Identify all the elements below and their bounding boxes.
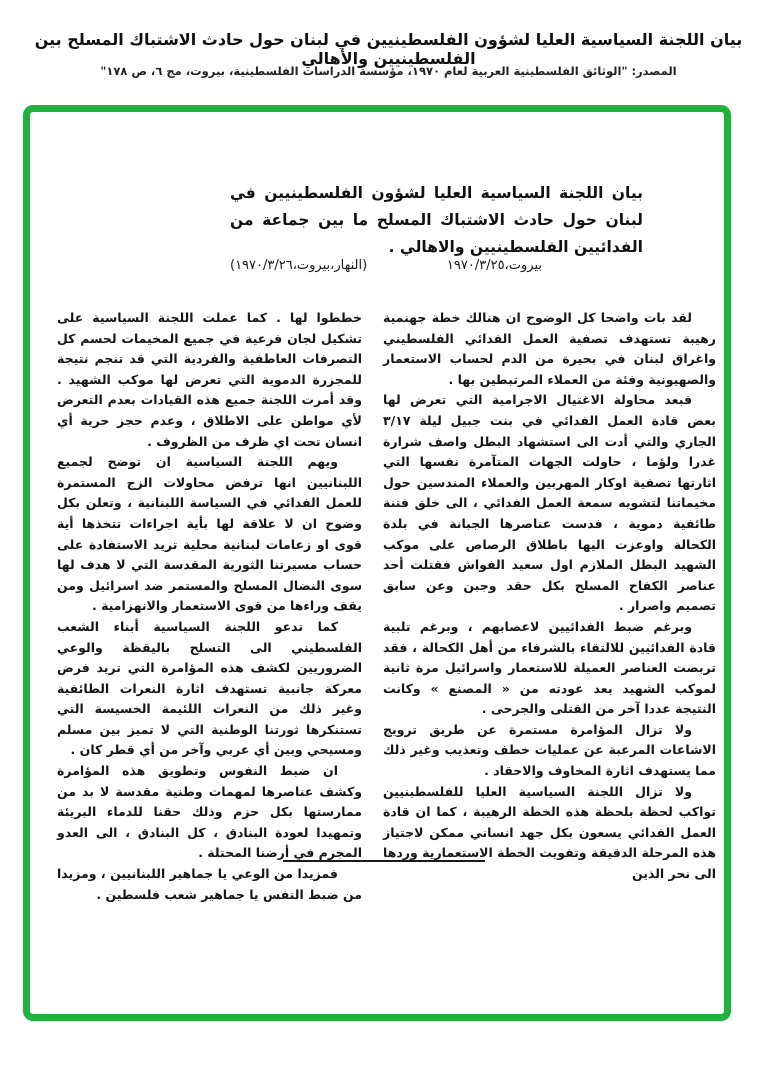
document-body: [57, 308, 716, 905]
source-citation: المصدر: "الوثائق الفلسطينية العربية لعام ١٩٧٠، مؤسسة الدراسات الفلسطينية، بيروت، مج ٦، ص ١٧٨": [100, 64, 677, 78]
paragraph: فبعد محاولة الاغتيال الاجرامية التي تعرض لها بعض قادة العمل الفدائي في بنت جبيل ليلة ٣/١٧ الجاري والتي أدت الى استشهاد البطل واصف شرارة غدرا ولؤما ، حاولت الجهات المتآمرة نفسها التي اثارتها تصفية اوكار المهربين والعملاء المندسين حول مخيماتنا لتشويه سمعة العمل الفدائي ، الى خلق فتنة طائفية دموية ، فدست عناصرها الجبانة في بلدة الكحالة واوعزت اليها باطلاق الرصاص على موكب الشهيد البطل الملازم اول سعيد الفواش فقتلت أحد عناصر الكفاح المسلح بكل حقد وجبن وعن سابق تصميم واصرار .: [383, 392, 716, 614]
document-content: [30, 112, 724, 1014]
dateline: بيروت،١٩٧٠/٣/٢٥: [446, 258, 542, 273]
column-right: [383, 308, 716, 905]
document-heading: بيان اللجنة السياسية العليا لشؤون الفلسطينيين في لبنان حول حادث الاشتباك المسلح ما بين جماعة من الفدائيين الفلسطينيين والاهالي .: [230, 184, 643, 256]
paragraph: خططوا لها . كما عملت اللجنة السياسية على تشكيل لجان فرعية في جميع المخيمات لحسم كل التصرفات العاطفية والفردية التي قد تنجم نتيجة للمجزرة الدموية التي تعرض لها موكب الشهيد . وقد أمرت اللجنة جميع هذه القيادات بعدم التعرض لأي مواطن على الاطلاق ، وعدم حجز حرية أي انسان تحت اي ظرف من الظروف .: [57, 310, 362, 449]
paragraph: ويهم اللجنة السياسية ان توضح لجميع اللبنانيين انها ترفض محاولات الزج المستمرة للعمل الفدائي في السياسة اللبنانية ، وتعلن بكل وضوح ان لا علاقة لها بأية اجراءات تتخذها أية قوى او زعامات لبنانية محلية تريد الاستفادة على حساب مسيرتنا الثورية المقدسة التي لا هدف لها سوى النضال المسلح والمستمر ضد اسرائيل ومن يقف وراءها من قوى الاستعمار والانهزامية .: [57, 454, 362, 614]
page-title: بيان اللجنة السياسية العليا لشؤون الفلسطينيين في لبنان حول حادث الاشتباك المسلح بين الفلسطينيين والأهالي: [34, 30, 743, 68]
paragraph: ولا تزال اللجنة السياسية العليا للفلسطينيين تواكب لحظة بلحظة هذه الخطة الرهيبة ، كما ان قادة العمل الفدائي يسعون بكل جهد انساني ممكن لاجتياز هذه المرحلة الدقيقة وتفويت الخطة الاستعمارية وردها الى نحر الذين: [383, 783, 716, 882]
dateline-row: [230, 258, 542, 273]
paragraph: لقد بات واضحا كل الوضوح ان هنالك خطة جهنمية رهيبة تستهدف تصفية العمل الفدائي الفلسطيني واغراق لبنان في بحيرة من الدم لحساب الاستعمار والصهيونية وفئة من العملاء المرتبطين بها .: [383, 310, 716, 387]
paragraph: فمزيدا من الوعي يا جماهير اللبنانيين ، ومزيدا من ضبط النفس يا جماهير شعب فلسطين .: [57, 866, 362, 902]
paragraph: كما تدعو اللجنة السياسية أبناء الشعب الفلسطيني الى التسلح باليقظة والوعي الضروريين لكشف هذه المؤامرة التي تريد فرض معركة جانبية تستهدف اثارة النعرات الطائفية وغير ذلك من النعرات اللئيمة الخسيسة التي تستنكرها ثورتنا الوطنية التي لا تميز بين مسلم ومسيحي وبين أي عربي وآخر من أي قطر كان .: [57, 618, 362, 758]
attribution: (النهار،بيروت،١٩٧٠/٣/٢٦): [230, 258, 368, 273]
paragraph: ولا تزال المؤامرة مستمرة عن طريق ترويج الاشاعات المرعبة عن عمليات خطف وتعذيب وغير ذلك مما يستهدف اثارة المخاوف والاحقاد .: [383, 721, 716, 779]
column-left: [57, 308, 362, 905]
document-frame: [23, 105, 731, 1021]
paragraph: وبرغم ضبط الفدائيين لاعصابهم ، وبرغم تلبية قادة الفدائيين للالتقاء بالشرفاء من أهل الكحالة ، فقد تربصت العناصر العميلة للاستعمار واسرائيل مرة ثانية لموكب الشهيد بعد عودته من « المصنع » وكانت النتيجة عددا آخر من القتلى والجرحى .: [383, 618, 716, 717]
paragraph: ان ضبط النفوس وتطويق هذه المؤامرة وكشف عناصرها لمهمات وطنية مقدسة لا بد من ممارستها بكل حزم وذلك حقنا للدماء البريئة وتمهيدا لعودة البنادق ، كل البنادق ، الى العدو المجرم في أرضنا المحتلة .: [57, 763, 362, 861]
footnote-rule: [283, 860, 485, 862]
